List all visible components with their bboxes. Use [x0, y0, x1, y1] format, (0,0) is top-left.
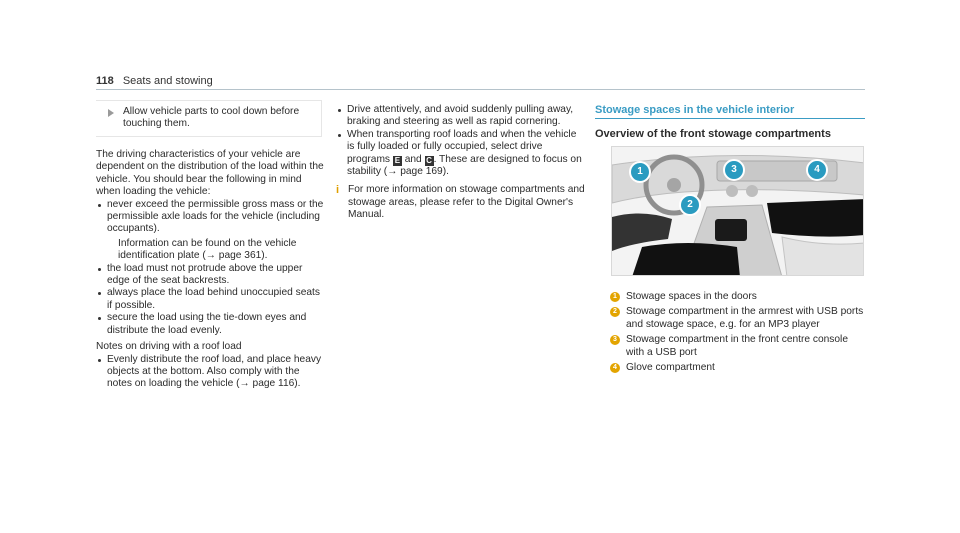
- note-text: Allow vehicle parts to cool down before touching them.: [123, 106, 300, 130]
- page-number: 118: [96, 75, 114, 87]
- list-item: Evenly distribute the roof load, and place heavy objects at the bottom. Also comply with the notes on loading the vehicle (→ page 116).: [96, 354, 324, 391]
- loading-intro: The driving characteristics of your vehicle are dependent on the distribution of the load within the vehicle. You should bear the following in mind when loading the vehicle:: [96, 149, 324, 198]
- legend-number: 1: [610, 292, 620, 302]
- callout-1: 1: [629, 161, 651, 183]
- list-item: secure the load using the tie-down eyes and distribute the load evenly.: [96, 312, 324, 337]
- list-item: never exceed the permissible gross mass or the permissible axle loads for the vehicle (including occupants). Information can be found on the vehicle identification plate (→ page 361).: [96, 199, 324, 263]
- legend-item: 4 Glove compartment: [610, 362, 865, 374]
- callout-4: 4: [806, 159, 828, 181]
- subsection-title: Overview of the front stowage compartments: [595, 128, 831, 141]
- list-subtext: Information can be found on the vehicle identification plate (→ page 361).: [118, 237, 297, 262]
- callout-2: 2: [679, 194, 701, 216]
- column-2: [336, 104, 586, 222]
- info-icon: i: [336, 184, 340, 197]
- roof-heading: Notes on driving with a roof load: [96, 341, 242, 353]
- section-rule: [595, 118, 865, 119]
- legend: [610, 291, 865, 377]
- list-item: Drive attentively, and avoid suddenly pulling away, braking and steering as well as rapid cornering.: [336, 104, 586, 129]
- legend-item: 3 Stowage compartment in the front centre console with a USB port: [610, 334, 865, 359]
- driving-list: [336, 104, 586, 178]
- roof-list: [96, 354, 324, 391]
- info-text: For more information on stowage compartments and stowage areas, please refer to the Digital Owner's Manual.: [348, 184, 585, 221]
- drive-program-e-icon: E: [394, 155, 401, 165]
- list-item: always place the load behind unoccupied seats if possible.: [96, 287, 324, 312]
- legend-item: 1 Stowage spaces in the doors: [610, 291, 865, 303]
- list-item: When transporting roof loads and when the vehicle is fully loaded or fully occupied, select drive programs E and C . These are designed to focus on stability (→ page 169).: [336, 129, 586, 179]
- loading-list: [96, 199, 324, 337]
- column-3: [595, 104, 865, 141]
- callout-3: 3: [723, 159, 745, 181]
- arrow-icon: [108, 109, 114, 117]
- drive-program-c-icon: C: [426, 155, 432, 165]
- info-note: [336, 184, 586, 221]
- legend-number: 4: [610, 363, 620, 373]
- section-name: Seats and stowing: [122, 75, 213, 87]
- page-header: [96, 75, 213, 87]
- legend-number: 3: [610, 335, 620, 345]
- column-1: [96, 100, 324, 391]
- interior-illustration: [611, 146, 864, 276]
- legend-number: 2: [610, 307, 620, 317]
- note-box: [96, 100, 322, 137]
- list-item: the load must not protrude above the upper edge of the seat backrests.: [96, 263, 324, 288]
- legend-item: 2 Stowage compartment in the armrest with USB ports and stowage space, e.g. for an MP3 player: [610, 306, 865, 331]
- section-title: Stowage spaces in the vehicle interior: [595, 104, 795, 116]
- header-rule: [96, 89, 865, 90]
